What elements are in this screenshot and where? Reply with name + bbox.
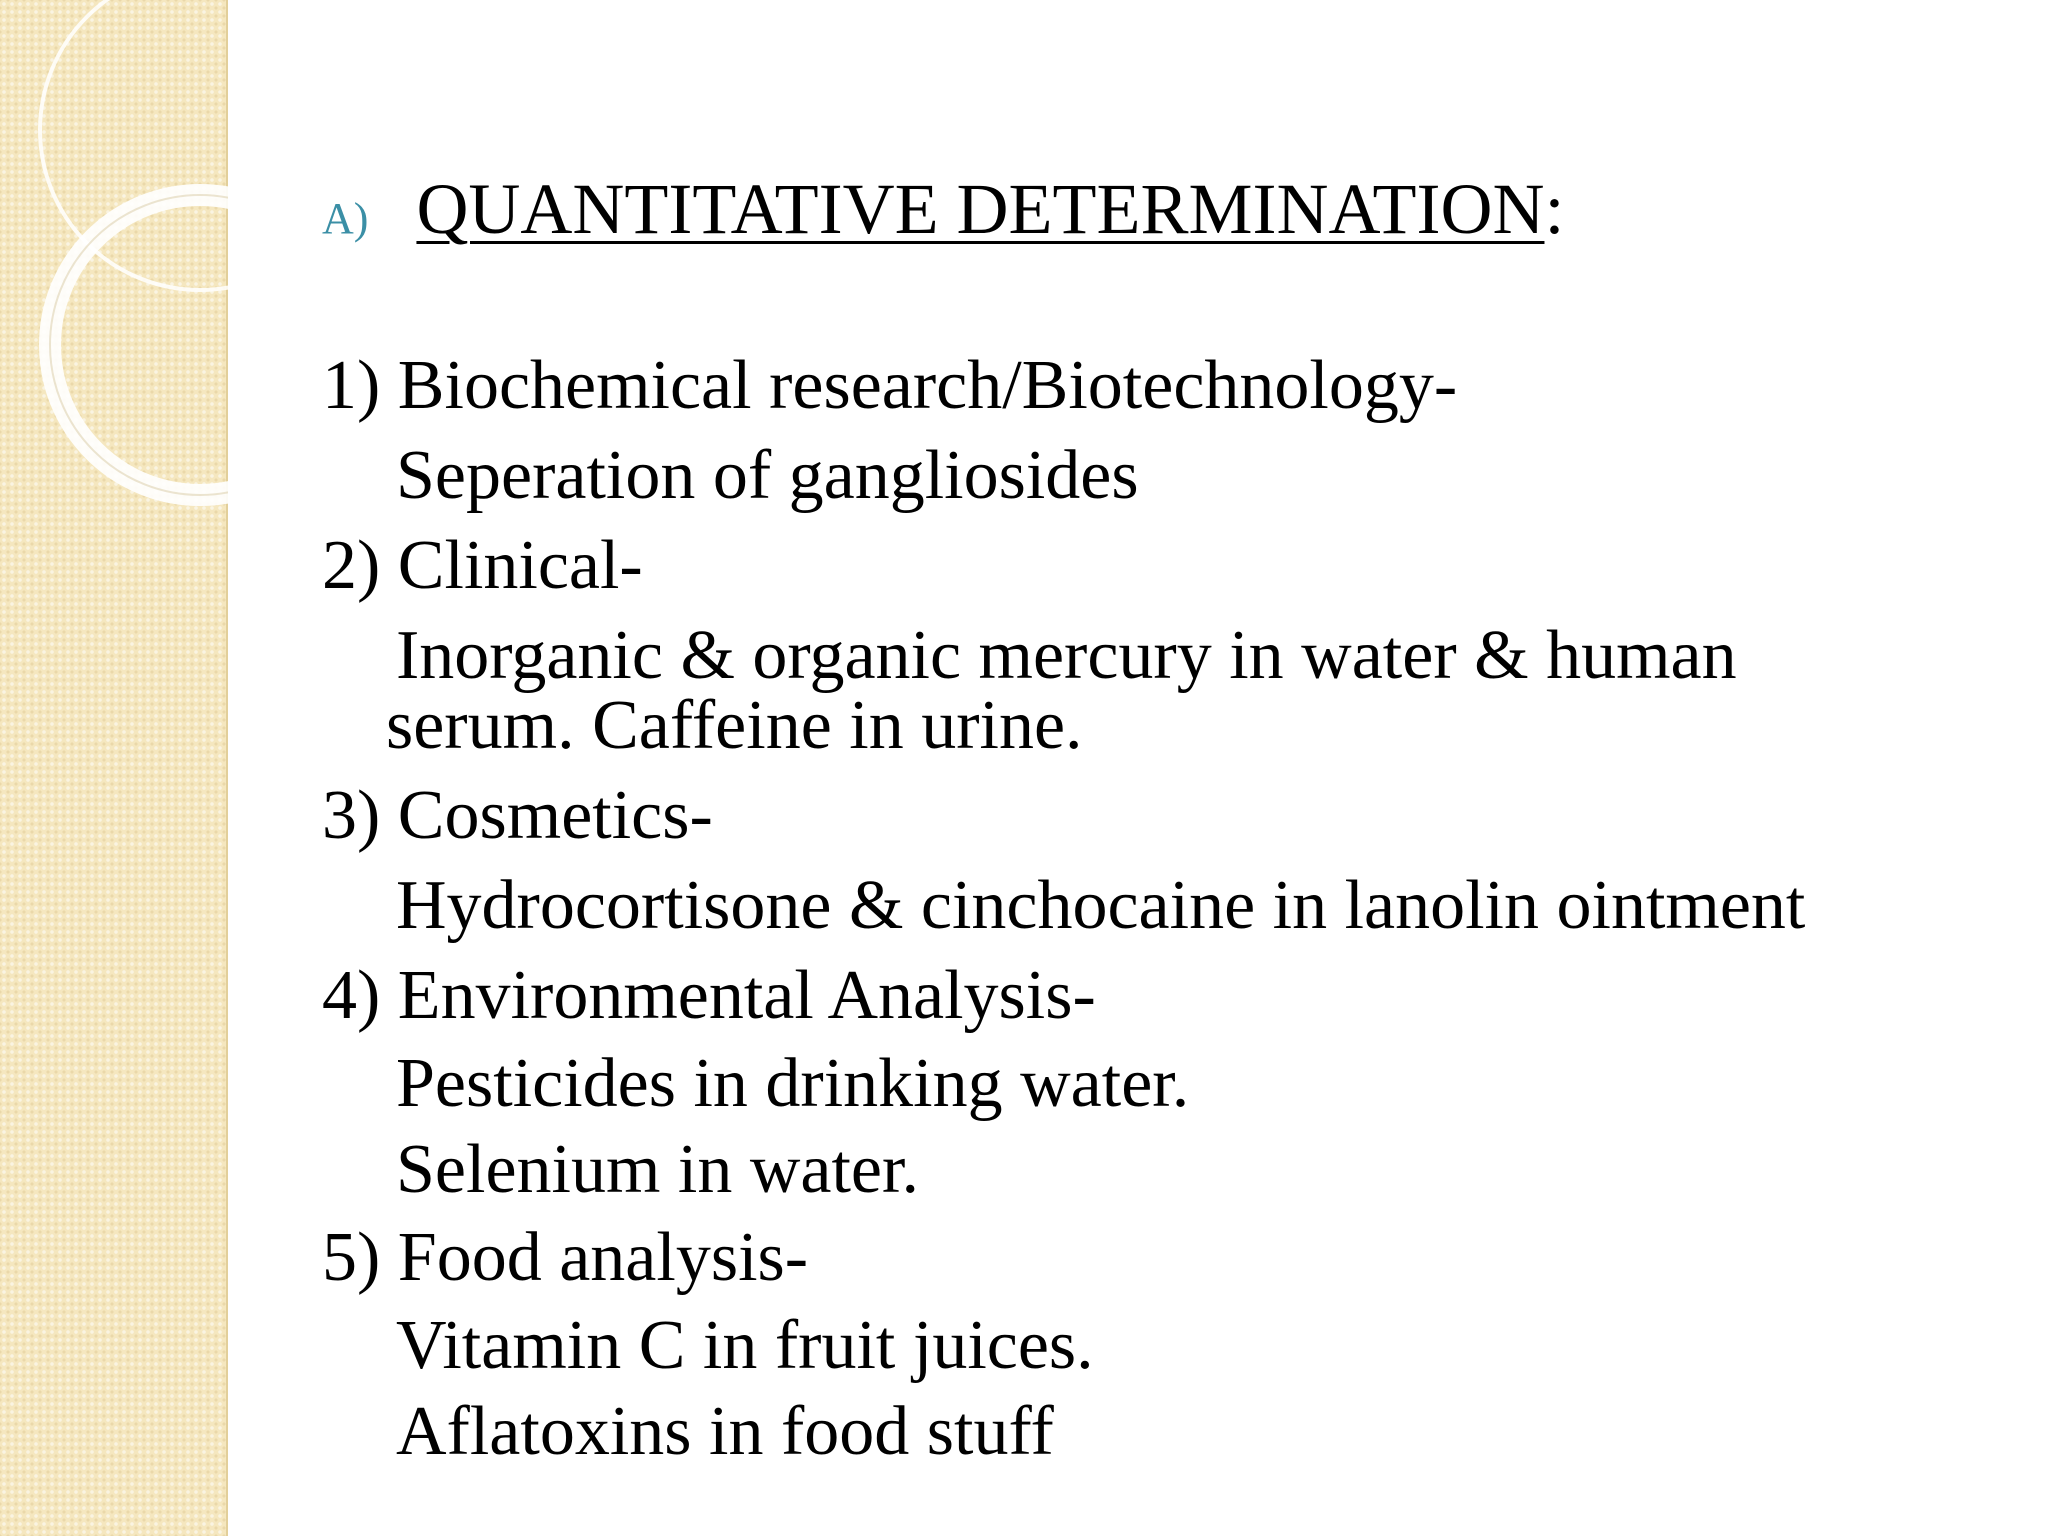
heading-colon: : (1544, 169, 1565, 249)
item-label: 4) Environmental Analysis- (322, 957, 1096, 1034)
heading-marker: A) (322, 194, 369, 243)
item-detail: Aflatoxins in food stuff (396, 1393, 1054, 1470)
slide-content (322, 0, 2002, 1536)
decorative-side-band (0, 0, 228, 1536)
item-detail: serum. Caffeine in urine. (386, 687, 1083, 764)
item-detail: Vitamin C in fruit juices. (396, 1307, 1094, 1384)
item-detail: Pesticides in drinking water. (396, 1045, 1190, 1122)
item-label: 5) Food analysis- (322, 1219, 809, 1296)
item-detail: Selenium in water. (396, 1131, 919, 1208)
item-label: 2) Clinical- (322, 527, 643, 604)
item-detail: Seperation of gangliosides (396, 437, 1139, 514)
heading-title: QUANTITATIVE DETERMINATION (416, 169, 1545, 249)
slide-heading (322, 168, 1564, 251)
item-detail: Hydrocortisone & cinchocaine in lanolin ointment (396, 867, 1806, 944)
item-label: 1) Biochemical research/Biotechnology- (322, 347, 1458, 424)
item-detail: Inorganic & organic mercury in water & human (396, 617, 1737, 694)
decorative-rings-icon (0, 0, 228, 520)
item-label: 3) Cosmetics- (322, 777, 713, 854)
